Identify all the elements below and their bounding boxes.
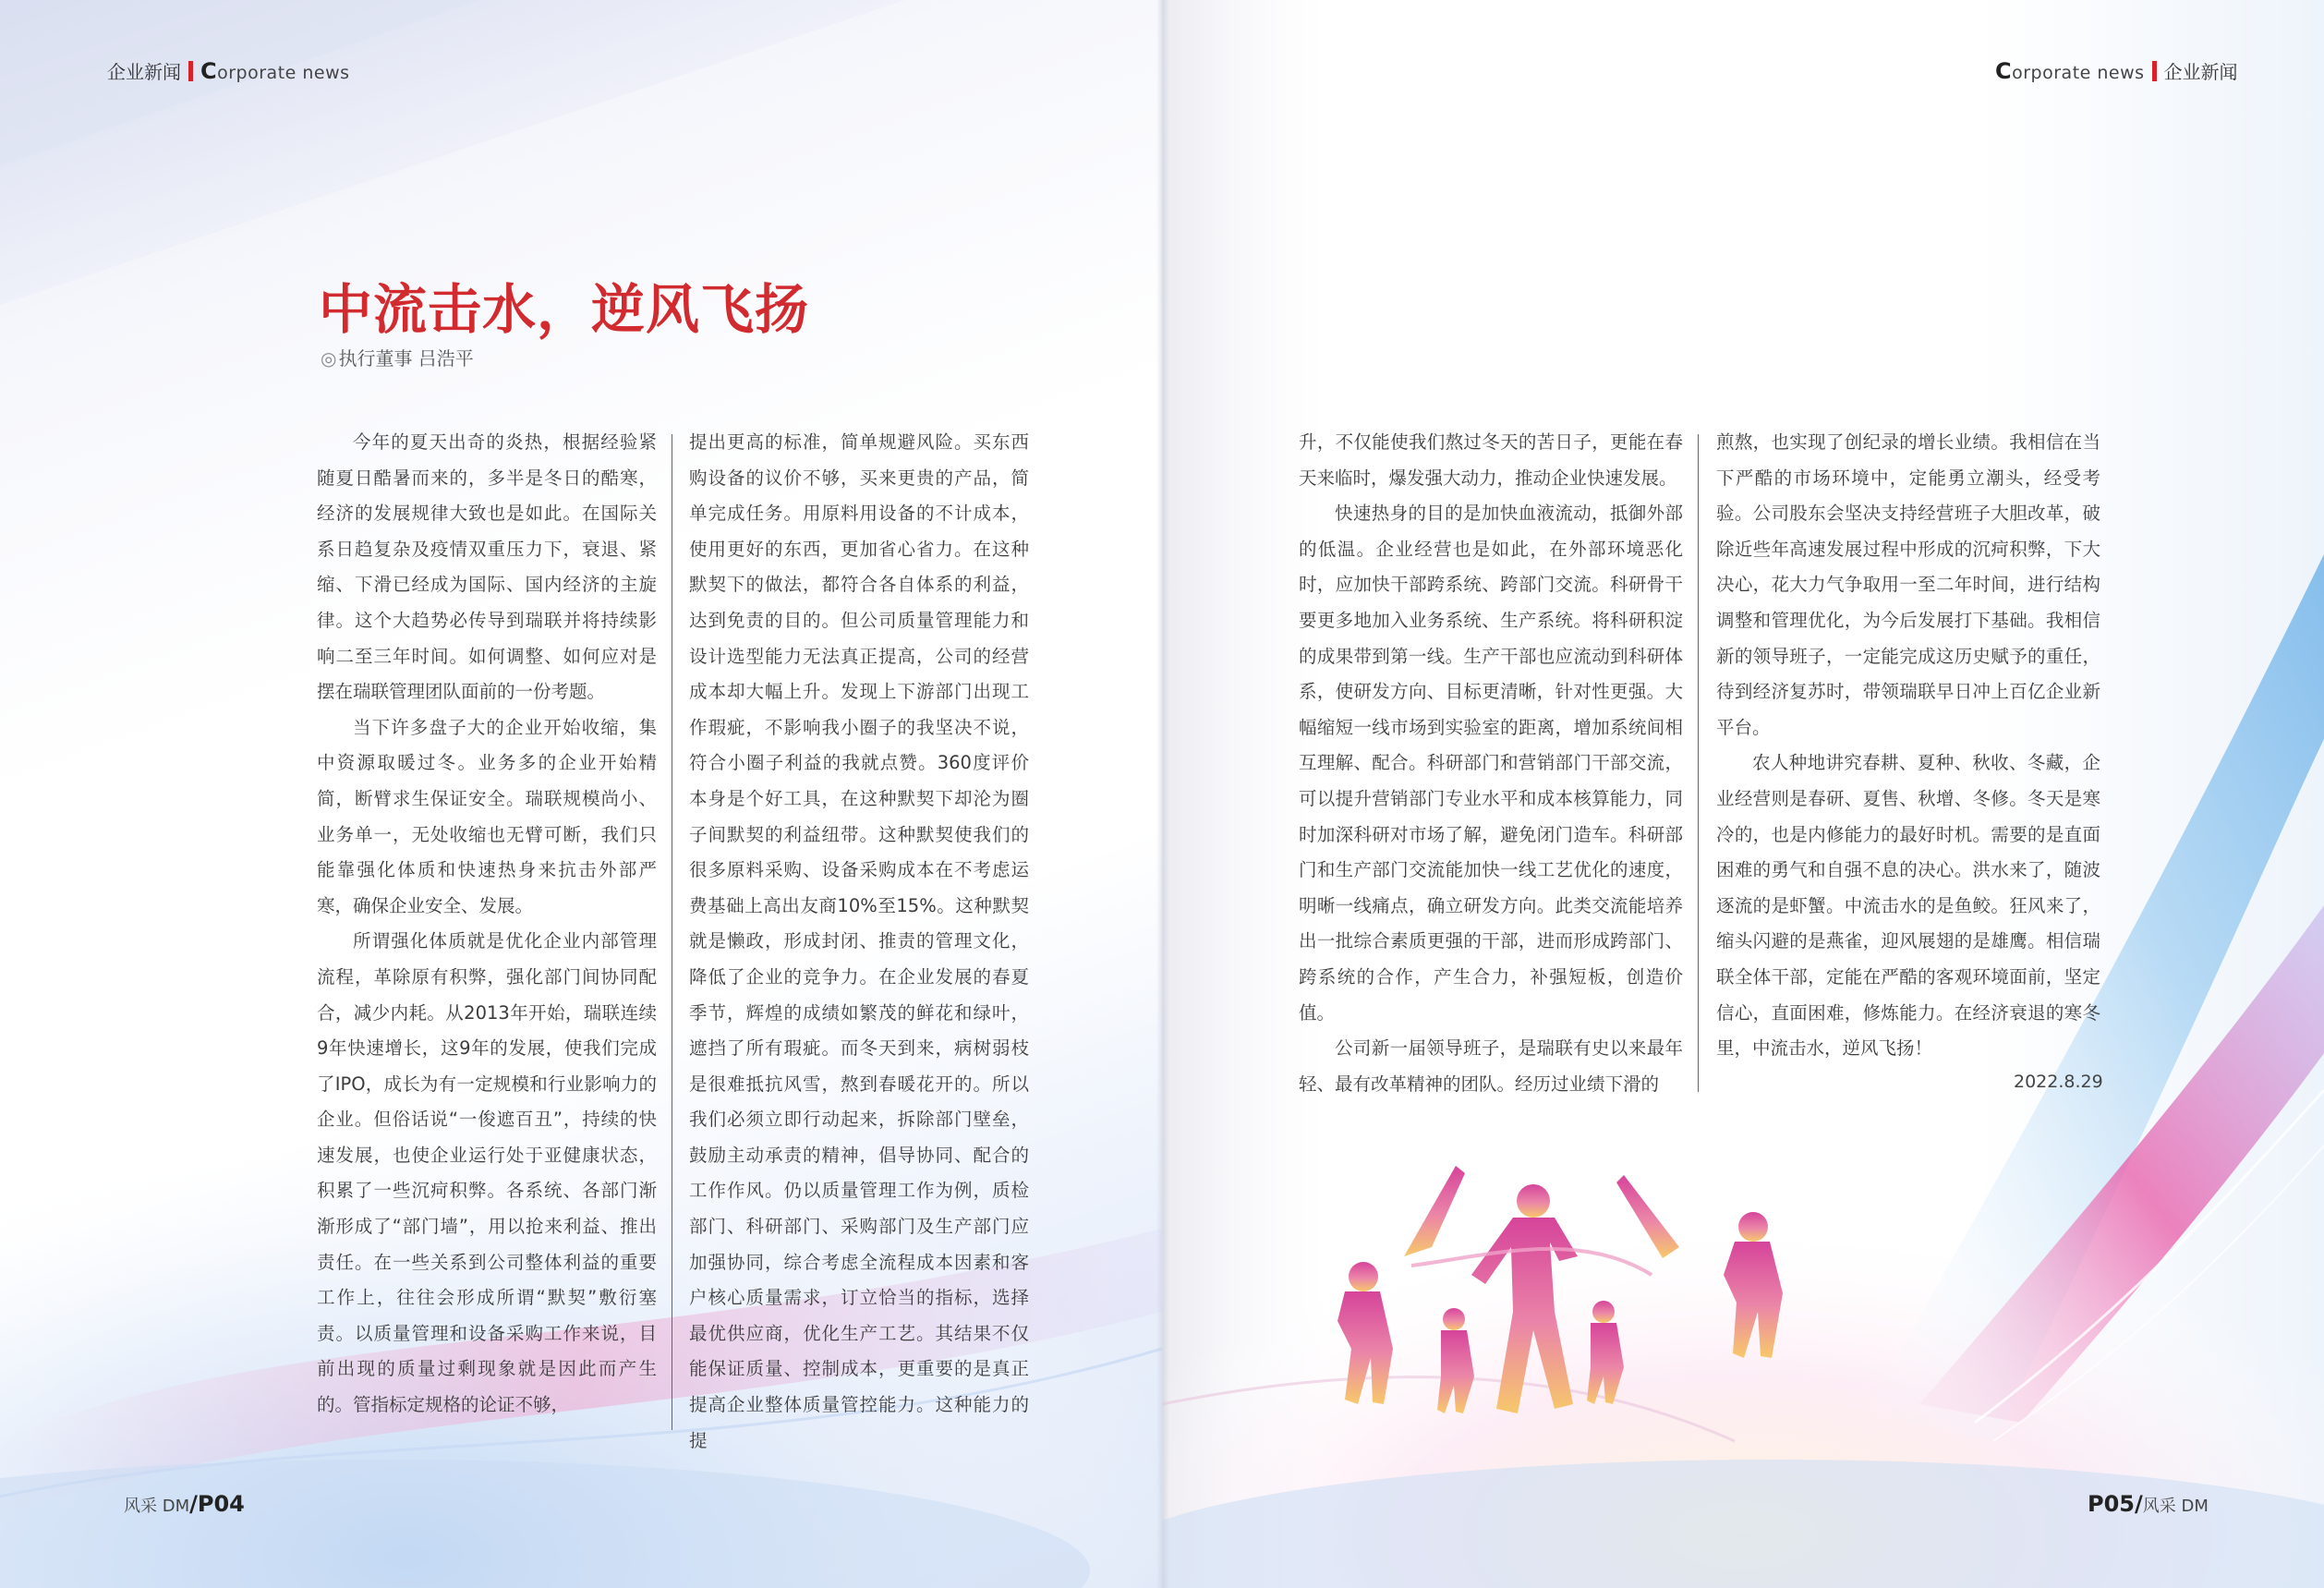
footer-slash: /: [2135, 1491, 2143, 1517]
article-title: 中流击水，逆风飞扬: [319, 278, 810, 341]
author-name: 执行董事 吕浩平: [338, 347, 474, 370]
paragraph: 当下许多盘子大的企业开始收缩，集中资源取暖过冬。业务多的企业开始精简，断臂求生保证安全。瑞联规模尚小、业务单一，无处收缩也无臂可断，我们只能靠强化体质和快速热身来抗击外部严寒，确保企业安全、发展。: [317, 716, 657, 916]
footer-brand: 风采 DM: [2142, 1497, 2209, 1516]
header-accent-bar: [188, 61, 193, 81]
author-bullet-icon: ◎: [321, 347, 337, 370]
paragraph: 今年的夏天出奇的炎热，根据经验紧随夏日酷暑而来的，多半是冬日的酷寒，经济的发展规律大致也是如此。在国际关系日趋复杂及疫情双重压力下，衰退、紧缩、下滑已经成为国际、国内经济的主旋律。这个大趋势必传导到瑞联并将持续影响二至三年时间。如何调整、如何应对是摆在瑞联管理团队面前的一份考题。: [317, 431, 657, 703]
paragraph: 公司新一届领导班子，是瑞联有史以来最年轻、最有改革精神的团队。经历过业绩下滑的: [1299, 1037, 1683, 1095]
paragraph: 煎熬，也实现了创纪录的增长业绩。我相信在当下严酷的市场环境中，定能勇立潮头，经受考验。公司股东会坚决支持经营班子大胆改革，破除近些年高速发展过程中形成的沉疴积弊，下大决心，花大力气争取用一至二年时间，进行结构调整和管理优化，为今后发展打下基础。我相信新的领导班子，一定能完成这历史赋予的重任，待到经济复苏时，带领瑞联早日冲上百亿企业新平台。: [1716, 431, 2100, 738]
header-right: [1995, 57, 2238, 84]
footer-right: [2088, 1491, 2209, 1517]
footer-slash: /: [189, 1491, 198, 1517]
header-en-initial: C: [1995, 57, 2013, 84]
page-spine-shadow: [1156, 0, 1169, 1588]
paragraph: 升，不仅能使我们熬过冬天的苦日子，更能在春天来临时，爆发强大动力，推动企业快速发展。: [1299, 431, 1683, 489]
paragraph: 提出更高的标准，简单规避风险。买东西购设备的议价不够，买来更贵的产品，简单完成任务。用原料用设备的不计成本，使用更好的东西，更加省心省力。在这种默契下的做法，都符合各自体系的利益，达到免责的目的。但公司质量管理能力和设计选型能力无法真正提高，公司的经营成本却大幅上升。发现上下游部门出现工作瑕疵，不影响我小圈子的我坚决不说，符合小圈子利益的我就点赞。360度评价本身是个好工具，在这种默契下却沦为圈子间默契的利益纽带。这种默契使我们的很多原料采购、设备采购成本在不考虑运费基础上高出友商10%至15%。这种默契就是懒政，形成封闭、推责的管理文化，降低了企业的竞争力。在企业发展的春夏季节，辉煌的成绩如繁茂的鲜花和绿叶，遮挡了所有瑕疵。而冬天到来，病树弱枝是很难抵抗风雪，熬到春暖花开的。所以我们必须立即行动起来，拆除部门壁垒，鼓励主动承责的精神，倡导协同、配合的工作作风。仍以质量管理工作为例，质检部门、科研部门、采购部门及生产部门应加强协同，综合考虑全流程成本因素和客户核心质量需求，订立恰当的指标，选择最优供应商，优化生产工艺。其结果不仅能保证质量、控制成本，更重要的是真正提高企业整体质量管控能力。这种能力的提: [689, 431, 1029, 1451]
footer-left: [124, 1491, 245, 1517]
header-section-en: [1995, 58, 2145, 84]
article-column-4: [1716, 425, 2100, 1067]
footer-brand: 风采 DM: [124, 1497, 190, 1516]
article-column-3: [1299, 425, 1683, 1102]
header-section-cn: 企业新闻: [2163, 61, 2238, 83]
article-date: 2022.8.29: [2014, 1072, 2103, 1092]
header-section-en: [200, 58, 350, 84]
header-en-initial: C: [200, 57, 218, 84]
header-en-rest: orporate news: [2012, 62, 2145, 83]
column-divider: [1698, 434, 1699, 1092]
header-accent-bar: [2152, 61, 2157, 81]
header-section-cn: 企业新闻: [107, 61, 181, 83]
article-column-1: [317, 425, 657, 1424]
page-number: P04: [197, 1491, 245, 1517]
paragraph: 所谓强化体质就是优化企业内部管理流程，革除原有积弊，强化部门间协同配合，减少内耗。从2013年开始，瑞联连续9年快速增长，这9年的发展，使我们完成了IPO，成长为有一定规模和行业影响力的企业。但俗话说“一俊遮百丑”，持续的快速发展，也使企业运行处于亚健康状态，积累了一些沉疴积弊。各系统、各部门渐渐形成了“部门墙”，用以抢来利益、推出责任。在一些关系到公司整体利益的重要工作上，往往会形成所谓“默契”敷衍塞责。以质量管理和设备采购工作来说，目前出现的质量过剩现象就是因此而产生的。管指标定规格的论证不够，: [317, 930, 657, 1416]
article-column-2: [689, 425, 1029, 1459]
paragraph: 农人种地讲究春耕、夏种、秋收、冬藏，企业经营则是春研、夏售、秋增、冬修。冬天是寒冷的，也是内修能力的最好时机。需要的是直面困难的勇气和自强不息的决心。洪水来了，随波逐流的是虾蟹。中流击水的是鱼鲛。狂风来了，缩头闪避的是燕雀，迎风展翅的是雄鹰。相信瑞联全体干部，定能在严酷的客观环境面前，坚定信心，直面困难，修炼能力。在经济衰退的寒冬里，中流击水，逆风飞扬！: [1716, 752, 2100, 1060]
header-left: [107, 57, 350, 84]
page-number: P05: [2088, 1491, 2135, 1517]
paragraph: 快速热身的目的是加快血液流动，抵御外部的低温。企业经营也是如此，在外部环境恶化时，应加快干部跨系统、跨部门交流。科研骨干要更多地加入业务系统、生产系统。将科研积淀的成果带到第一线。生产干部也应流动到科研体系，使研发方向、目标更清晰，针对性更强。大幅缩短一线市场到实验室的距离，增加系统间相互理解、配合。科研部门和营销部门干部交流，可以提升营销部门专业水平和成本核算能力，同时加深科研对市场了解，避免闭门造车。科研部门和生产部门交流能加快一线工艺优化的速度，明晰一线痛点，确立研发方向。此类交流能培养出一批综合素质更强的干部，进而形成跨部门、跨系统的合作，产生合力，补强短板，创造价值。: [1299, 503, 1683, 1024]
article-author: [321, 344, 474, 370]
header-en-rest: orporate news: [217, 62, 350, 83]
